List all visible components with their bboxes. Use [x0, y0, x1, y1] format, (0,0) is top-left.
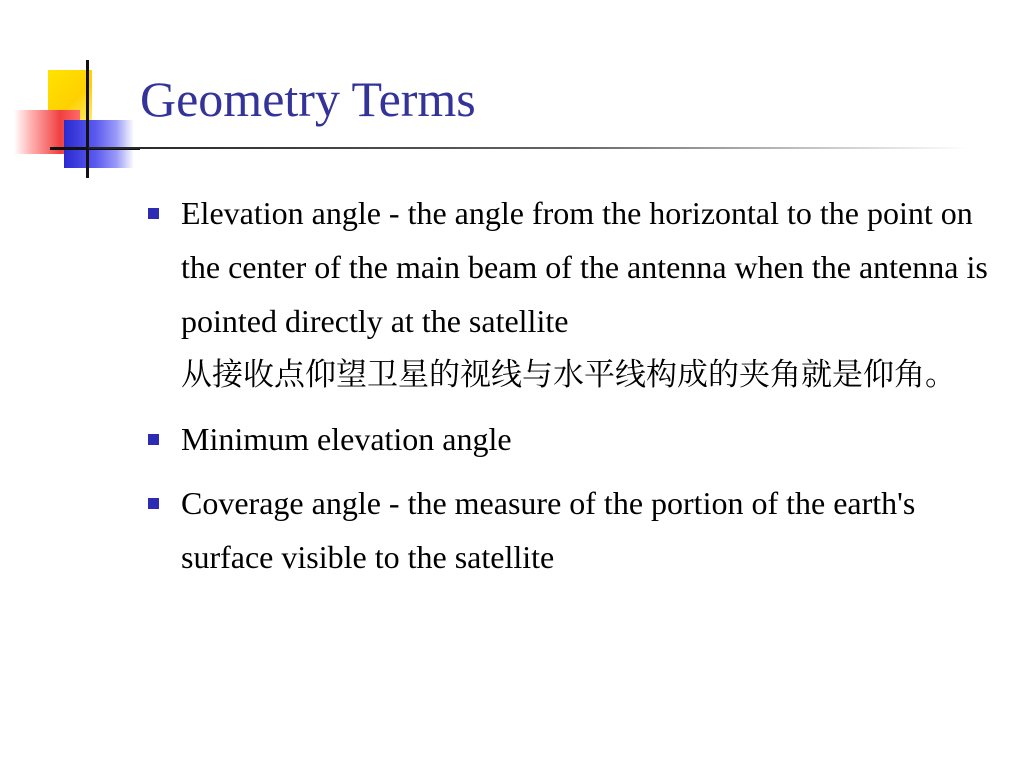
bullet-text: Coverage angle - the measure of the portion of the earth's surface visible to the satellite	[181, 485, 916, 575]
square-bullet-icon	[148, 498, 159, 509]
bullet-list	[146, 186, 996, 594]
bullet-item	[146, 476, 996, 584]
slide-title: Geometry Terms	[140, 71, 476, 127]
bullet-item	[146, 412, 996, 466]
slide-logo-decoration	[0, 0, 160, 190]
blue-gradient-shape	[64, 120, 134, 168]
bullet-item	[146, 186, 996, 402]
bullet-text: Elevation angle - the angle from the horizontal to the point on the center of the main beam of the antenna when the antenna is pointed directly at the satellite	[181, 195, 988, 339]
square-bullet-icon	[148, 434, 159, 445]
bullet-text: Minimum elevation angle	[181, 421, 512, 457]
vertical-line-shape	[86, 60, 89, 178]
bullet-chinese-text: 从接收点仰望卫星的视线与水平线构成的夹角就是仰角。	[181, 357, 956, 393]
title-underline	[88, 147, 968, 149]
square-bullet-icon	[148, 208, 159, 219]
